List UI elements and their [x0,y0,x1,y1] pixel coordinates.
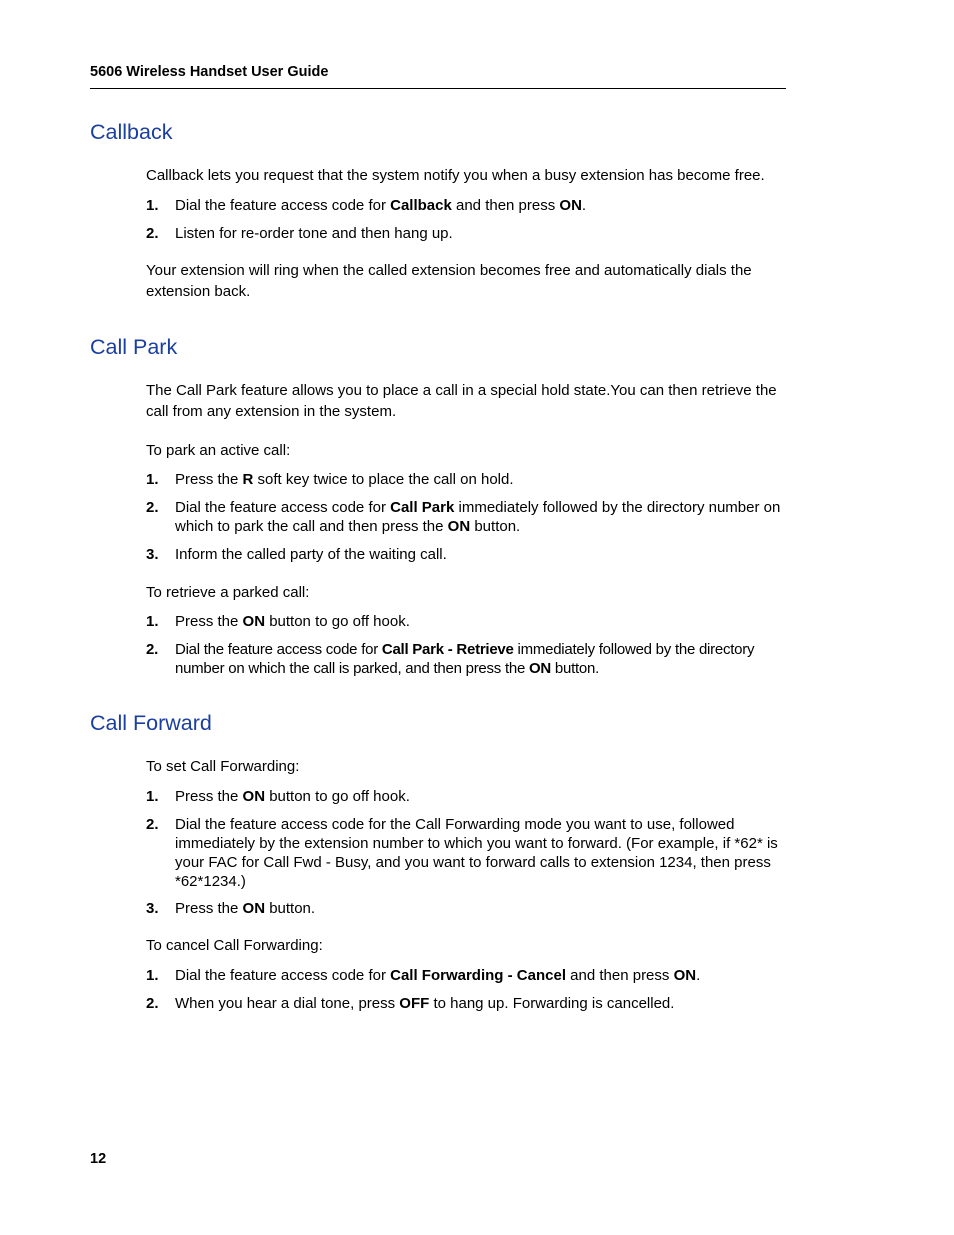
call-park-intro: The Call Park feature allows you to place a call in a special hold state.You can then retrieve the call from any extension in the system. [146,382,777,420]
cancel-forward-step-2: 2. When you hear a dial tone, press OFF to hang up. Forwarding is cancelled. [146,995,675,1012]
step-number: 1. [146,197,159,214]
step-number: 1. [146,471,159,488]
park-step-3: 3. Inform the called party of the waiting call. [146,546,447,563]
call-forward-heading: Call Forward [90,711,212,735]
set-forward-step-2: 2. Dial the feature access code for the Call Forwarding mode you want to use, followed immediately by the extension number to which you want to forward. (For example, if *62* is your FAC for Call Fwd - Busy, and you want to forward calls to extension 1234, then press *62*1234.) [146,816,778,890]
step-number: 2. [146,499,159,516]
retrieve-label: To retrieve a parked call: [146,584,310,601]
retrieve-step-2: 2. Dial the feature access code for Call Park - Retrieve immediately followed by the directory number on which the call is parked, and then press the ON button. [146,641,755,677]
step-number: 2. [146,641,159,658]
callback-step-2: 2. Listen for re-order tone and then hang up. [146,225,453,242]
set-forward-label: To set Call Forwarding: [146,758,300,775]
park-label: To park an active call: [146,442,291,459]
step-number: 2. [146,816,159,833]
running-header: 5606 Wireless Handset User Guide [90,64,329,80]
park-step-1: 1. Press the R soft key twice to place the call on hold. [146,471,514,488]
callback-intro: Callback lets you request that the system notify you when a busy extension has become free. [146,167,765,184]
step-number: 2. [146,995,159,1012]
page-number: 12 [90,1151,107,1167]
cancel-forward-step-1: 1. Dial the feature access code for Call Forwarding - Cancel and then press ON. [146,967,701,984]
step-number: 1. [146,613,159,630]
cancel-forward-label: To cancel Call Forwarding: [146,937,323,954]
set-forward-step-1: 1. Press the ON button to go off hook. [146,788,410,805]
step-number: 1. [146,967,159,984]
call-park-heading: Call Park [90,335,178,359]
park-step-2: 2. Dial the feature access code for Call Park immediately followed by the directory number on which to park the call and then press the ON button. [146,499,781,535]
callback-heading: Callback [90,120,173,144]
step-number: 2. [146,225,159,242]
retrieve-step-1: 1. Press the ON button to go off hook. [146,613,410,630]
callback-step-1: 1. Dial the feature access code for Callback and then press ON. [146,197,587,214]
callback-outro: Your extension will ring when the called extension becomes free and automatically dials the extension back. [146,262,752,300]
step-number: 1. [146,788,159,805]
header-divider [90,88,786,89]
step-number: 3. [146,900,159,917]
set-forward-step-3: 3. Press the ON button. [146,900,316,917]
step-number: 3. [146,546,159,563]
